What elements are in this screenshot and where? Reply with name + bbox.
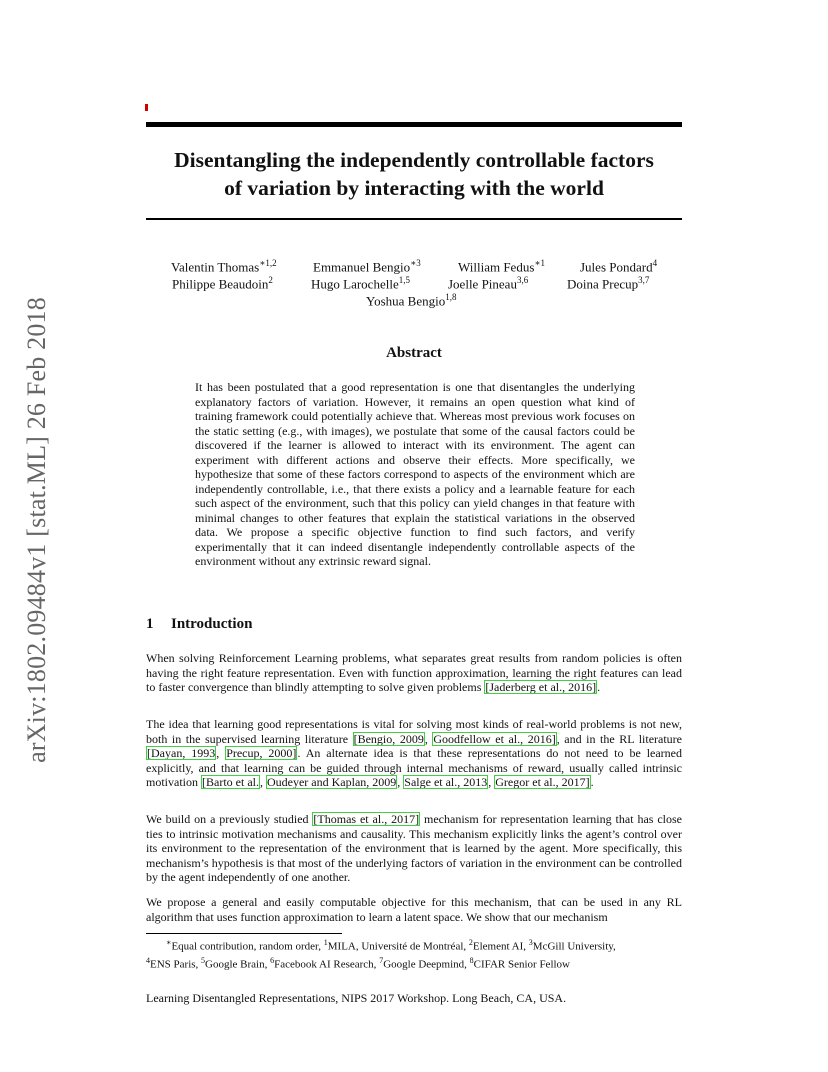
title-line-1: Disentangling the independently controllable factors — [174, 148, 654, 172]
citation-link[interactable]: Salge et al., 2013 — [404, 775, 488, 789]
author: Jules Pondard$^4$ — [580, 258, 658, 275]
citation-link[interactable]: Gregor et al., 2017] — [495, 775, 590, 789]
abstract-text: It has been postulated that a good representation is one that disentangles the underlying explanatory factors of variation. However, it remains an open question what kind of training framework could potentially achieve that. Whereas most previous work focuses on the static setting (e.g., with images), we postulate that some of the causal factors could be discovered if the learner is allowed to interact with its environment. The agent can experiment with different actions and observe their effects. More specifically, we hypothesize that some of these factors correspond to aspects of the environment which are independently controllable, i.e., that there exists a policy and a learnable feature for each such aspect of the environment, such that this policy can yield changes in that feature with minimal changes to other features that explain the statistical variations in the observed data. We propose a specific objective function to find such factors, and verify experimentally that it can indeed disentangle independently controllable aspects of the environment without any extrinsic reward signal. — [195, 380, 635, 568]
red-marker — [145, 104, 148, 111]
citation-link[interactable]: Goodfellow et al., 2016] — [433, 731, 556, 746]
citation-link[interactable]: [Bengio, 2009 — [353, 731, 424, 746]
author: Yoshua Bengio$^{1,8}$ — [366, 292, 457, 309]
title-line-2: of variation by interacting with the world — [224, 176, 604, 200]
author: Hugo Larochelle$^{1,5}$ — [311, 275, 410, 292]
title-bottom-rule — [146, 218, 682, 220]
paragraph: We propose a general and easily computable objective for this mechanism, that can be used in any RL algorithm that uses function approximation to learn a latent space. We show that our mechanism — [146, 895, 682, 924]
author: William Fedus$^{∗1}$ — [458, 258, 546, 275]
citation-link[interactable]: Oudeyer and Kaplan, 2009 — [266, 775, 397, 789]
citation-link[interactable]: Precup, 2000] — [226, 746, 297, 760]
citation-link[interactable]: [Jaderberg et al., 2016] — [485, 680, 597, 694]
section-heading: 1 Introduction — [146, 616, 253, 632]
paper-title — [146, 146, 682, 202]
author: Doina Precup$^{3,7}$ — [567, 275, 650, 292]
venue-footer: Learning Disentangled Representations, NIPS 2017 Workshop. Long Beach, CA, USA. — [146, 991, 567, 1005]
title-top-rule — [146, 122, 682, 127]
arxiv-side-label: arXiv:1802.09484v1 [stat.ML] 26 Feb 2018 — [22, 297, 51, 763]
author: Valentin Thomas$^{∗1,2}$ — [171, 258, 277, 275]
paragraph: We build on a previously studied [Thomas et al., 2017] mechanism for representation learning that has close ties to intrinsic motivation mechanisms and causality. This mechanism explicitly links the agent’s control over its environment to the representation of the environment that is learned by the agent. More specifically, this mechanism’s hypothesis is that most of the underlying factors of variation in the environment can be controlled by the agent independently of one another. — [146, 812, 682, 884]
author: Emmanuel Bengio$^{∗3}$ — [313, 258, 421, 275]
abstract-heading: Abstract — [386, 345, 442, 361]
citation-link[interactable]: [Barto et al. — [202, 775, 259, 789]
footnote: ∗Equal contribution, random order, $^1$MILA, Université de Montréal, $^2$Element AI, $^3$McGill University, $^4$ENS Paris, $^5$Google Brain, $^6$Facebook AI Research, $^7$Google Deepmind, $^8$CIFAR Senior Fellow — [146, 938, 616, 971]
author: Joelle Pineau$^{3,6}$ — [448, 275, 529, 292]
footnote-rule — [146, 933, 342, 934]
paragraph: When solving Reinforcement Learning problems, what separates great results from random policies is often having the right feature representation. Even with function approximation, learning the right features can lead to faster convergence than blindly attempting to solve given problems [Jaderberg et al., 2016]. — [146, 651, 682, 694]
citation-link[interactable]: [Dayan, 1993 — [147, 746, 216, 760]
paragraph: The idea that learning good representations is vital for solving most kinds of real-world problems is not new, both in the supervised learning literature [Bengio, 2009, Goodfellow et al., 2016], and in the RL literature [Dayan, 1993, Precup, 2000]. An alternate idea is that these representations do not need to be learned explicitly, and that learning can be guided through internal mechanisms of reward, usually called intrinsic motivation [Barto et al., Oudeyer and Kaplan, 2009, Salge et al., 2013, Gregor et al., 2017]. — [146, 717, 683, 789]
author: Philippe Beaudoin$^2$ — [172, 275, 273, 292]
citation-link[interactable]: [Thomas et al., 2017] — [313, 812, 420, 826]
